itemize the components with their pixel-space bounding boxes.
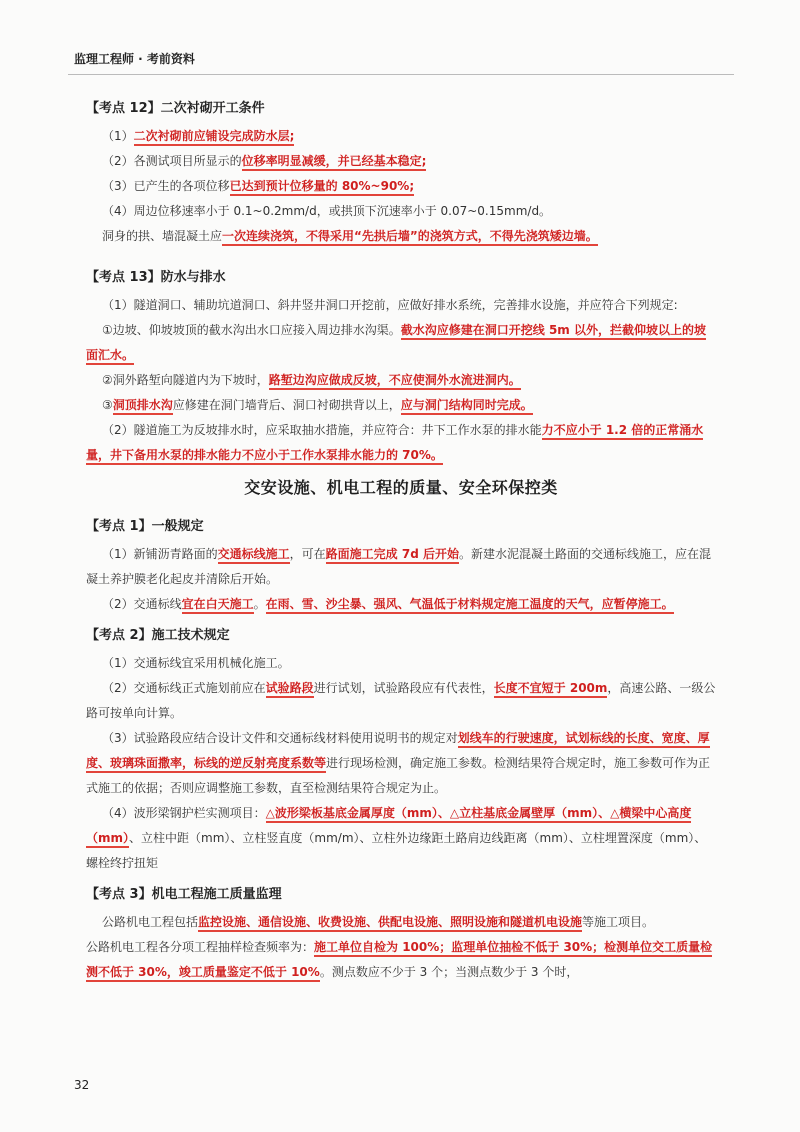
section-title: 交安设施、机电工程的质量、安全环保控类 [244, 478, 558, 497]
s3-line-1: 公路机电工程包括监控设施、通信设施、收费设施、供配电设施、照明设施和隧道机电设施等施工项目。 [86, 910, 716, 935]
k12-line-3: （3）已产生的各项位移已达到预计位移量的 80%~90%; [86, 174, 716, 199]
s2-line-4: （4）波形梁钢护栏实测项目：△波形梁板基底金属厚度（mm）、△立柱基底金属壁厚（mm）、△横梁中心高度（mm）、立柱中距（mm）、立柱竖直度（mm/m）、立柱外边缘距土路肩边线距离（mm）、立柱埋置深度（mm）、螺栓终拧扭矩 [86, 806, 707, 870]
main-content [86, 98, 716, 985]
s1-line-1: （1）新铺沥青路面的交通标线施工，可在路面施工完成 7d 后开始。新建水泥混凝土路面的交通标线施工，应在混凝土养护膜老化起皮并清除后开始。 [86, 547, 711, 586]
s1-line-2: （2）交通标线宜在白天施工。在雨、雪、沙尘暴、强风、气温低于材料规定施工温度的天气，应暂停施工。 [86, 592, 716, 617]
k13-line-5: （2）隧道施工为反坡排水时，应采取抽水措施，并应符合：井下工作水泵的排水能力不应小于 1.2 倍的正常涌水量，井下备用水泵的排水能力不应小于工作水泵排水能力的 70%。 [86, 418, 716, 468]
running-header: 监理工程师 · 考前资料 [74, 52, 195, 66]
k13-line-1: （1）隧道洞口、辅助坑道洞口、斜井竖井洞口开挖前，应做好排水系统，完善排水设施，并应符合下列规定: [102, 298, 678, 312]
header-divider [68, 74, 734, 75]
k13-line-4: ③洞顶排水沟应修建在洞门墙背后、洞口衬砌拱背以上，应与洞门结构同时完成。 [86, 393, 716, 418]
k13-line-2: ①边坡、仰坡坡顶的截水沟出水口应接入周边排水沟渠。截水沟应修建在洞口开挖线 5m 以外，拦截仰坡以上的坡面汇水。 [86, 318, 716, 368]
s3-line-2: 公路机电工程各分项工程抽样检查频率为：施工单位自检为 100%；监理单位抽检不低于 30%；检测单位交工质量检测不低于 30%，竣工质量鉴定不低于 10%。测点数应不少于 3 个；当测点数少于 3 个时， [86, 935, 716, 985]
k13-line-3: ②洞外路堑向隧道内为下坡时，路堑边沟应做成反坡，不应使洞外水流进洞内。 [86, 368, 716, 393]
k12-line-4: （4）周边位移速率小于 0.1~0.2mm/d，或拱顶下沉速率小于 0.07~0.15mm/d。 [102, 204, 552, 218]
heading-k12: 【考点 12】二次衬砌开工条件 [86, 101, 265, 116]
k12-line-2: （2）各测试项目所显示的位移率明显减缓，并已经基本稳定; [86, 149, 716, 174]
s2-line-3: （3）试验路段应结合设计文件和交通标线材料使用说明书的规定对划线车的行驶速度，试划标线的长度、宽度、厚度、玻璃珠面撒率，标线的逆反射亮度系数等进行现场检测，确定施工参数。检测结果符合规定时，施工参数可作为正式施工的依据；否则应调整施工参数，直至检测结果符合规定为止。 [86, 731, 711, 795]
s2-line-1: （1）交通标线宜采用机械化施工。 [102, 656, 290, 670]
s2-line-2: （2）交通标线正式施划前应在试验路段进行试划，试验路段应有代表性，长度不宜短于 200m，高速公路、一级公路可按单向计算。 [86, 681, 716, 720]
heading-s1: 【考点 1】一般规定 [86, 519, 204, 534]
heading-k13: 【考点 13】防水与排水 [86, 270, 226, 285]
k12-line-1: （1）二次衬砌前应铺设完成防水层; [86, 124, 716, 149]
heading-s3: 【考点 3】机电工程施工质量监理 [86, 887, 282, 902]
page-number: 32 [74, 1078, 90, 1092]
k12-line-5: 洞身的拱、墙混凝土应一次连续浇筑，不得采用“先拱后墙”的浇筑方式，不得先浇筑矮边墙。 [86, 224, 716, 249]
heading-s2: 【考点 2】施工技术规定 [86, 628, 230, 643]
